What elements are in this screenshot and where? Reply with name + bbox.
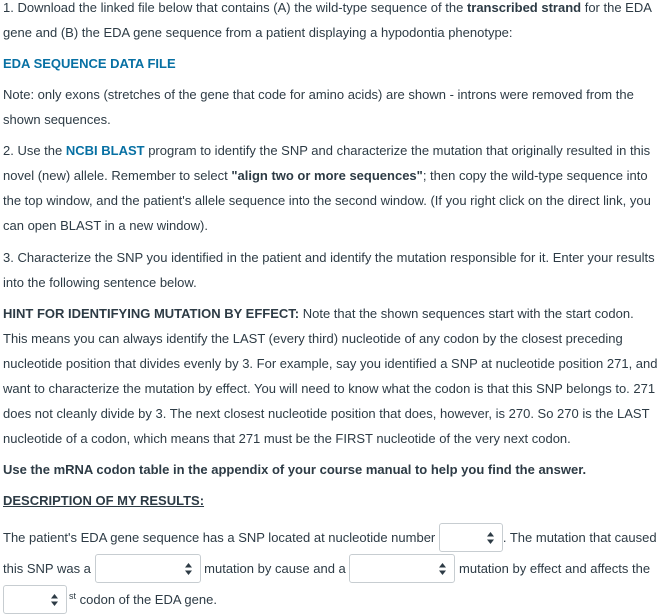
ordinal-suffix: st [69,591,77,601]
hint-paragraph [3,301,661,451]
results-heading-row [3,488,661,513]
hint-text: Note that the shown sequences start with the start codon. This means you can always identify the LAST (every third) nucleotide of any codon by the closest preceding nucleotide position that divides evenly by 3. For example, say you identified a SNP at nucleotide position 271, and want to characterize the mutation by effect. You will need to know what the codon is that this SNP belongs to. 271 does not cleanly divide by 3. The next closest nucleotide position that does, however, is 270. So 270 is the LAST nucleotide of a codon, which means that 271 must be the FIRST nucleotide of the very next codon. [3,306,658,446]
results-heading: DESCRIPTION OF MY RESULTS: [3,493,205,508]
sentence-line [3,522,661,615]
hint-label: HINT FOR IDENTIFYING MUTATION BY EFFECT: [3,306,300,321]
file-link-row [3,51,661,76]
question-3: 3. Characterize the SNP you identified in the patient and identify the mutation responsible for it. Enter your results into the following sentence below. [3,250,655,290]
q2-text-a: 2. Use the [3,143,66,158]
sentence-part-3: mutation by cause and a [200,561,350,576]
instruction-bold: Use the mRNA codon table in the appendix of your course manual to help you find the answer. [3,462,587,477]
sentence-part-2: . The mutation that caused this SNP was a [3,530,657,576]
q1-text-a: 1. Download the linked file below that contains (A) the wild-type sequence of the [3,0,467,15]
nucleotide-number-dropdown[interactable] [439,523,503,552]
sentence-part-4: mutation by effect and affects the [455,561,651,576]
mutation-by-effect-dropdown[interactable] [349,554,455,583]
codon-table-instruction [3,457,661,482]
q1-text-b: for the EDA gene and (B) the EDA gene sequence from a patient displaying a hypodontia phenotype: [3,0,652,40]
updown-arrows-icon [185,563,192,575]
ncbi-blast-link[interactable]: NCBI BLAST [65,143,145,158]
updown-arrows-icon [439,563,446,575]
updown-arrows-icon [51,594,58,606]
eda-sequence-data-file-link[interactable]: EDA SEQUENCE DATA FILE [3,56,176,71]
note-text: Note: only exons (stretches of the gene that code for amino acids) are shown - introns were removed from the shown sequences. [3,87,634,127]
updown-arrows-icon [487,532,494,544]
q1-bold-transcribed-strand: transcribed strand [466,0,582,15]
question-1 [3,0,661,45]
mutation-by-cause-dropdown[interactable] [95,554,201,583]
q2-text-b: program to identify the SNP and characterize the mutation that originally resulted in this novel (new) allele. Remember to select [3,143,651,183]
sentence-part-5: codon of the EDA gene. [76,592,217,607]
sentence-part-1: The patient's EDA gene sequence has a SNP located at nucleotide number [3,530,439,545]
question-content [3,0,661,615]
fill-in-sentence [3,522,661,615]
q2-text-c: ; then copy the wild-type sequence into the top window, and the patient's allele sequence into the second window. (If you right click on the direct link, you can open BLAST in a new window). [3,168,651,233]
question-2 [3,138,661,238]
codon-number-dropdown[interactable] [3,585,67,614]
q2-bold-align-sequences: "align two or more sequences" [231,168,423,183]
